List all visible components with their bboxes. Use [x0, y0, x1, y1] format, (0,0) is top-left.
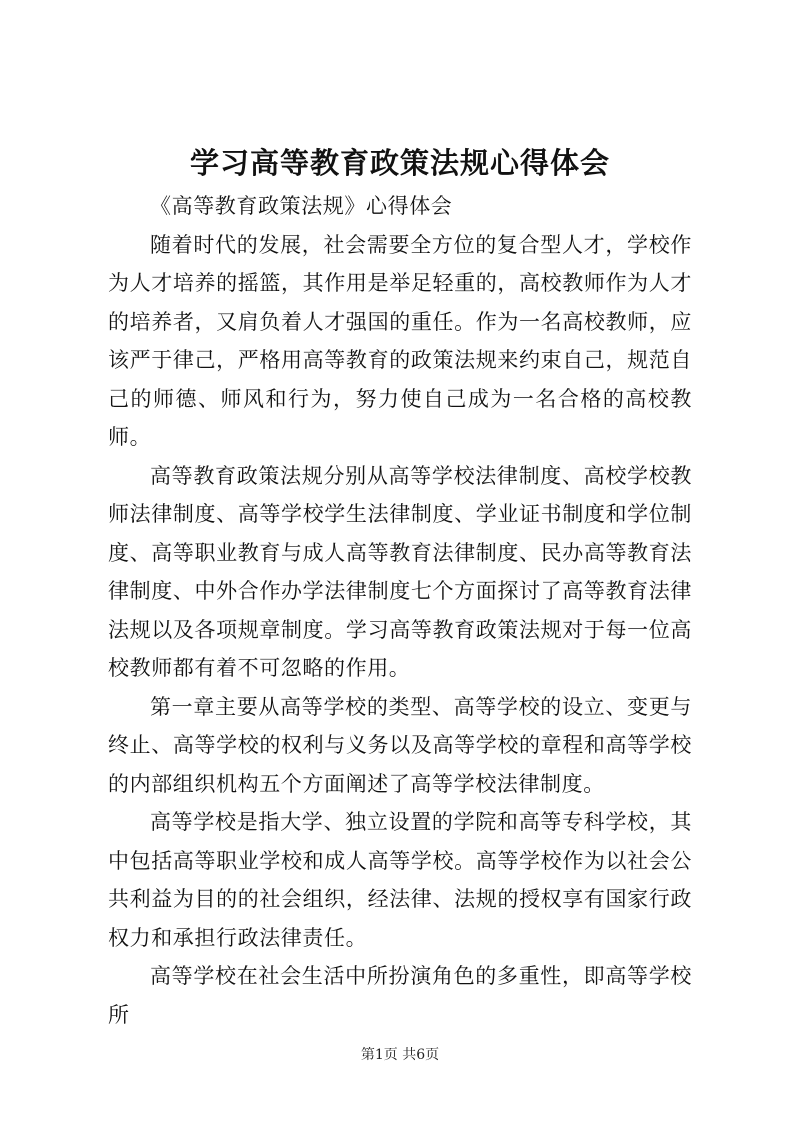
paragraph-3: 第一章主要从高等学校的类型、高等学校的设立、变更与终止、高等学校的权利与义务以及高等学校的章程和高等学校的内部组织机构五个方面阐述了高等学校法律制度。 — [108, 694, 692, 796]
document-body — [108, 187, 692, 1034]
document-title: 学习高等教育政策法规心得体会 — [189, 146, 610, 180]
paragraph-4: 高等学校是指大学、独立设置的学院和高等专科学校，其中包括高等职业学校和成人高等学校。高等学校作为以社会公共利益为目的的社会组织，经法律、法规的授权享有国家行政权力和承担行政法律责任。 — [108, 810, 692, 950]
paragraph-1: 随着时代的发展，社会需要全方位的复合型人才，学校作为人才培养的摇篮，其作用是举足轻重的，高校教师作为人才的培养者，又肩负着人才强国的重任。作为一名高校教师，应该严于律己，严格用高等教育的政策法规来约束自己，规范自己的师德、师风和行为，努力使自己成为一名合格的高校教师。 — [108, 232, 692, 449]
document-subtitle: 《高等教育政策法规》心得体会 — [150, 194, 453, 218]
paragraph-5: 高等学校在社会生活中所扮演角色的多重性，即高等学校所 — [108, 964, 692, 1027]
paragraph-2: 高等教育政策法规分别从高等学校法律制度、高校学校教师法律制度、高等学校学生法律制度、学业证书制度和学位制度、高等职业教育与成人高等教育法律制度、民办高等教育法律制度、中外合作办学法律制度七个方面探讨了高等教育法律法规以及各项规章制度。学习高等教育政策法规对于每一位高校教师都有着不可忽略的作用。 — [108, 463, 692, 680]
page-number-footer: 第1页 共6页 — [360, 1047, 440, 1063]
